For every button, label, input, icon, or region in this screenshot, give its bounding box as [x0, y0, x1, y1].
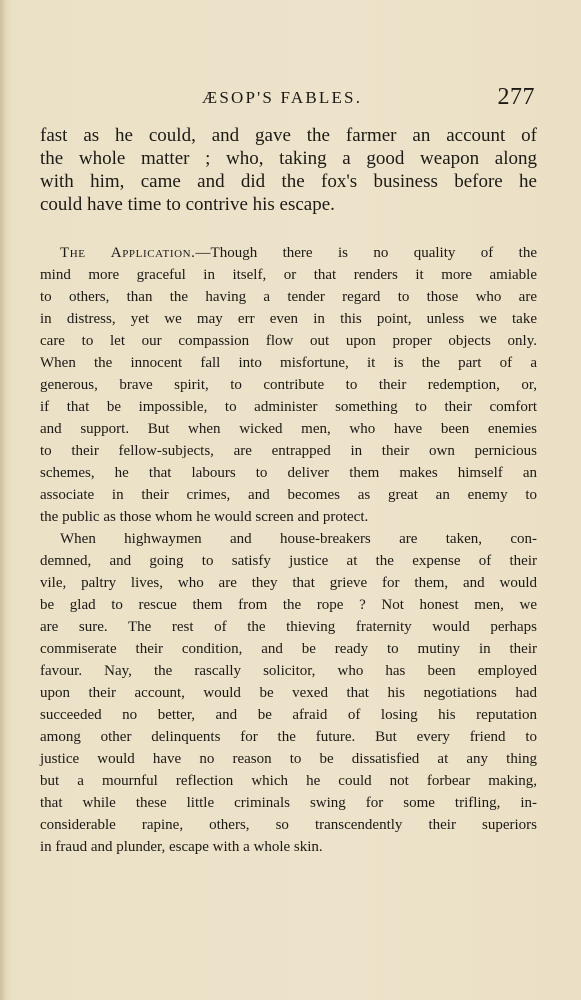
- text-line: that while these little criminals swing for some trifling, in-: [40, 795, 537, 811]
- moral-paragraph: [40, 528, 537, 858]
- text-line: care to let our compassion flow out upon proper objects only.: [40, 333, 537, 349]
- application-paragraph: [40, 242, 537, 528]
- text-line: to their fellow-subjects, are entrapped in their own pernicious: [40, 443, 537, 459]
- text-line: with him, came and did the fox's business before he: [40, 171, 537, 192]
- gutter-shadow: [0, 0, 6, 1000]
- text-line: the whole matter ; who, taking a good weapon along: [40, 148, 537, 169]
- text-line: mind more graceful in itself, or that renders it more amiable: [40, 267, 537, 283]
- text-line: demned, and going to satisfy justice at the expense of their: [40, 553, 537, 569]
- text-line: the public as those whom he would screen and protect.: [40, 509, 369, 525]
- text-line: succeeded no better, and be afraid of losing his reputation: [40, 707, 537, 723]
- text-line: and support. But when wicked men, who have been enemies: [40, 421, 537, 437]
- running-head: [40, 84, 537, 114]
- text-line: fast as he could, and gave the farmer an account of: [40, 125, 537, 146]
- text-line: associate in their crimes, and becomes as great an enemy to: [40, 487, 537, 503]
- text-line: are sure. The rest of the thieving fraternity would perhaps: [40, 619, 537, 635]
- application-first-line: —Though there is no quality of the: [195, 245, 537, 261]
- text-line: When the innocent fall into misfortune, it is the part of a: [40, 355, 537, 371]
- text-line: among other delinquents for the future. But every friend to: [40, 729, 537, 745]
- text-line: vile, paltry lives, who are they that grieve for them, and would: [40, 575, 537, 591]
- text-line: if that be impossible, to administer something to their comfort: [40, 399, 537, 415]
- text-line: but a mournful reflection which he could not forbear making,: [40, 773, 537, 789]
- text-line: to others, than the having a tender regard to those who are: [40, 289, 537, 305]
- text-line: generous, brave spirit, to contribute to their redemption, or,: [40, 377, 537, 393]
- text-line: could have time to contrive his escape.: [40, 194, 335, 215]
- text-line: schemes, he that labours to deliver them makes himself an: [40, 465, 537, 481]
- text-line: justice would have no reason to be dissatisfied at any thing: [40, 751, 537, 767]
- text-line: in distress, yet we may err even in this point, unless we take: [40, 311, 537, 327]
- text-line: in fraud and plunder, escape with a whole skin.: [40, 839, 323, 855]
- fable-paragraph-end: [40, 124, 537, 216]
- text-line: [40, 242, 537, 264]
- running-title: ÆSOP'S FABLES.: [202, 88, 363, 107]
- text-line: favour. Nay, the rascally solicitor, who has been employed: [40, 663, 537, 679]
- text-line: When highwaymen and house-breakers are taken, con-: [60, 531, 537, 547]
- body-text: [40, 124, 537, 858]
- text-line: considerable rapine, others, so transcendently their superiors: [40, 817, 537, 833]
- page-number: 277: [497, 84, 535, 110]
- application-label: The Application.: [60, 245, 196, 261]
- text-line: be glad to rescue them from the rope ? Not honest men, we: [40, 597, 537, 613]
- text-line: commiserate their condition, and be ready to mutiny in their: [40, 641, 537, 657]
- text-line: upon their account, would be vexed that his negotiations had: [40, 685, 537, 701]
